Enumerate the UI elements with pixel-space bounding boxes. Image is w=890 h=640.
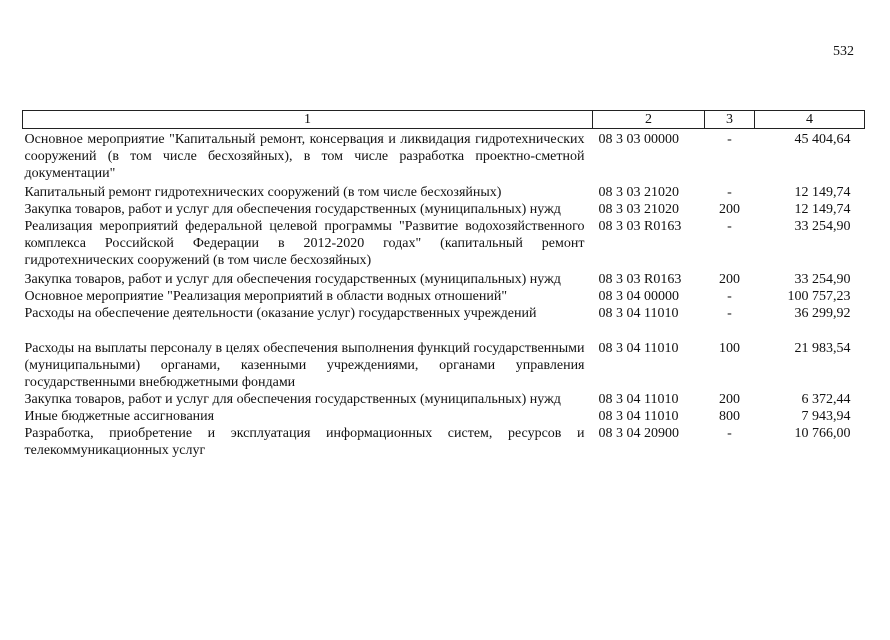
column-header-expense-type: 3: [705, 111, 755, 129]
table-row: [23, 391, 865, 408]
row-expense-type: 800: [719, 409, 740, 424]
table-row: [23, 218, 865, 269]
row-code: 08 3 04 11010: [598, 341, 679, 356]
row-expense-type: 200: [719, 392, 740, 407]
row-code: 08 3 03 00000: [598, 132, 679, 147]
row-amount: 6 372,44: [801, 392, 851, 407]
table-row: [23, 305, 865, 322]
row-expense-type: -: [727, 289, 732, 304]
row-name: Капитальный ремонт гидротехнических сооружений (в том числе бесхозяйных): [24, 185, 502, 200]
row-code: 08 3 03 R0163: [598, 272, 682, 287]
row-amount: 36 299,92: [794, 306, 851, 321]
table-row: [23, 408, 865, 425]
row-code: 08 3 04 20900: [598, 426, 679, 441]
row-expense-type: -: [727, 426, 732, 441]
page-number: 532: [833, 44, 854, 59]
row-amount: 45 404,64: [794, 132, 851, 147]
row-name: Закупка товаров, работ и услуг для обеспечения государственных (муниципальных) нужд: [24, 272, 561, 287]
column-header-name: 1: [23, 111, 593, 129]
row-name: Расходы на выплаты персоналу в целях обеспечения выполнения функций государственными (муниципальными) органами, казенными учреждениями, органами управления государственными внебюджетными фондами: [24, 341, 585, 390]
table-row: [23, 322, 865, 391]
row-name: Основное мероприятие "Реализация мероприятий в области водных отношений": [24, 289, 508, 304]
row-amount: 7 943,94: [801, 409, 851, 424]
row-amount: 100 757,23: [787, 289, 851, 304]
row-name: Реализация мероприятий федеральной целевой программы "Развитие водохозяйственного комплекса Российской Федерации в 2012-2020 годах" (капитальный ремонт гидротехнических сооружений (в том числе бесхозяйных): [24, 219, 585, 268]
row-expense-type: 200: [719, 272, 740, 287]
row-expense-type: -: [727, 132, 732, 147]
table-row: [23, 201, 865, 218]
table-row: [23, 425, 865, 459]
row-amount: 21 983,54: [794, 341, 851, 356]
row-code: 08 3 04 11010: [598, 409, 679, 424]
row-expense-type: 200: [719, 202, 740, 217]
row-name: Закупка товаров, работ и услуг для обеспечения государственных (муниципальных) нужд: [24, 202, 561, 217]
row-code: 08 3 04 11010: [598, 392, 679, 407]
table-row: [23, 129, 865, 183]
row-expense-type: -: [727, 219, 732, 234]
column-header-amount: 4: [755, 111, 865, 129]
table-row: [23, 288, 865, 305]
row-amount: 33 254,90: [794, 272, 851, 287]
row-code: 08 3 03 R0163: [598, 219, 682, 234]
column-header-code: 2: [593, 111, 705, 129]
row-code: 08 3 04 00000: [598, 289, 679, 304]
row-amount: 10 766,00: [794, 426, 851, 441]
row-amount: 12 149,74: [794, 185, 851, 200]
row-name: Разработка, приобретение и эксплуатация информационных систем, ресурсов и телекоммуникационных услуг: [24, 426, 585, 458]
row-amount: 12 149,74: [794, 202, 851, 217]
row-expense-type: -: [727, 306, 732, 321]
table-row: [23, 269, 865, 288]
row-amount: 33 254,90: [794, 219, 851, 234]
row-expense-type: -: [727, 185, 732, 200]
row-name: Расходы на обеспечение деятельности (оказание услуг) государственных учреждений: [24, 306, 537, 321]
row-code: 08 3 03 21020: [598, 185, 679, 200]
row-expense-type: 100: [719, 341, 740, 356]
row-name: Закупка товаров, работ и услуг для обеспечения государственных (муниципальных) нужд: [24, 392, 561, 407]
row-code: 08 3 04 11010: [598, 306, 679, 321]
table-row: [23, 182, 865, 201]
row-name: Иные бюджетные ассигнования: [24, 409, 215, 424]
table-header-row: [23, 111, 865, 129]
row-name: Основное мероприятие "Капитальный ремонт, консервация и ликвидация гидротехнических сооружений (в том числе бесхозяйных), в том числе разработка проектно-сметной документации": [24, 132, 585, 181]
budget-table: [22, 110, 865, 459]
row-code: 08 3 03 21020: [598, 202, 679, 217]
